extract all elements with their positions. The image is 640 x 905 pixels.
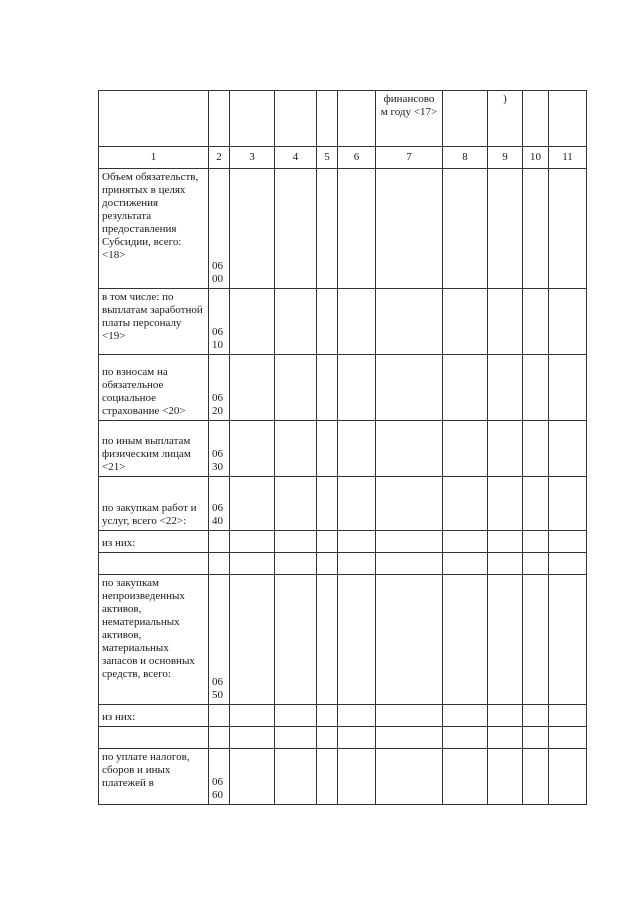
value-cell [549, 727, 587, 749]
value-cell [488, 289, 523, 355]
header-cell-6 [338, 91, 376, 147]
value-cell [443, 749, 488, 805]
value-cell [549, 355, 587, 421]
value-cell [376, 421, 443, 477]
value-cell [230, 289, 275, 355]
value-cell [523, 477, 549, 531]
table-row [99, 421, 587, 477]
value-cell [338, 531, 376, 553]
value-cell [230, 749, 275, 805]
value-cell [488, 575, 523, 705]
header-cell-11 [549, 91, 587, 147]
column-number: 1 [99, 147, 209, 169]
value-cell [230, 575, 275, 705]
value-cell [523, 553, 549, 575]
value-cell [549, 477, 587, 531]
value-cell [549, 553, 587, 575]
header-row [99, 91, 587, 147]
header-cell-8 [443, 91, 488, 147]
value-cell [338, 289, 376, 355]
value-cell [317, 553, 338, 575]
table-row [99, 705, 587, 727]
value-cell [338, 705, 376, 727]
value-cell [523, 705, 549, 727]
header-cell-4 [275, 91, 317, 147]
value-cell [488, 477, 523, 531]
header-cell-1 [99, 91, 209, 147]
value-cell [338, 355, 376, 421]
value-cell [523, 169, 549, 289]
value-cell [488, 421, 523, 477]
header-cell-2 [209, 91, 230, 147]
value-cell [230, 355, 275, 421]
row-code [209, 705, 230, 727]
row-code-bottom: 20 [212, 405, 223, 417]
row-code-top: 06 [212, 392, 223, 404]
value-cell [275, 531, 317, 553]
obligations-table [98, 90, 587, 805]
row-code-bottom: 10 [212, 339, 223, 351]
row-code [209, 727, 230, 749]
value-cell [376, 727, 443, 749]
column-number: 5 [317, 147, 338, 169]
value-cell [443, 169, 488, 289]
column-number: 11 [549, 147, 587, 169]
value-cell [488, 727, 523, 749]
value-cell [523, 749, 549, 805]
row-code-bottom: 60 [212, 789, 223, 801]
header-cell-9: ) [488, 91, 523, 147]
table-row [99, 289, 587, 355]
row-code [209, 477, 230, 531]
value-cell [275, 727, 317, 749]
value-cell [230, 421, 275, 477]
row-code-top: 06 [212, 260, 223, 272]
value-cell [317, 477, 338, 531]
table-row [99, 575, 587, 705]
value-cell [275, 169, 317, 289]
header-cell-10 [523, 91, 549, 147]
table-body [99, 169, 587, 805]
value-cell [443, 355, 488, 421]
value-cell [488, 553, 523, 575]
value-cell [488, 169, 523, 289]
row-label: по уплате налогов, сборов и иных платежей в [99, 749, 209, 805]
column-number: 10 [523, 147, 549, 169]
row-label: в том числе: по выплатам заработной платы персоналу <19> [99, 289, 209, 355]
column-number: 2 [209, 147, 230, 169]
value-cell [376, 575, 443, 705]
value-cell [317, 289, 338, 355]
row-label: из них: [99, 705, 209, 727]
value-cell [338, 727, 376, 749]
column-number: 7 [376, 147, 443, 169]
column-number: 8 [443, 147, 488, 169]
row-code [209, 355, 230, 421]
table-row [99, 477, 587, 531]
value-cell [275, 575, 317, 705]
table-row [99, 355, 587, 421]
row-code [209, 553, 230, 575]
value-cell [230, 553, 275, 575]
value-cell [376, 531, 443, 553]
value-cell [523, 575, 549, 705]
value-cell [317, 727, 338, 749]
value-cell [317, 421, 338, 477]
row-code-top: 06 [212, 502, 223, 514]
table-row [99, 553, 587, 575]
value-cell [443, 553, 488, 575]
value-cell [376, 553, 443, 575]
value-cell [488, 355, 523, 421]
value-cell [443, 575, 488, 705]
value-cell [338, 477, 376, 531]
value-cell [376, 477, 443, 531]
value-cell [230, 531, 275, 553]
row-code-bottom: 00 [212, 273, 223, 285]
value-cell [317, 531, 338, 553]
value-cell [275, 553, 317, 575]
value-cell [443, 531, 488, 553]
value-cell [275, 705, 317, 727]
value-cell [275, 289, 317, 355]
header-cell-3 [230, 91, 275, 147]
value-cell [376, 169, 443, 289]
row-code-top: 06 [212, 326, 223, 338]
value-cell [443, 477, 488, 531]
value-cell [443, 727, 488, 749]
column-number: 6 [338, 147, 376, 169]
row-label: Объем обязательств, принятых в целях достижения результата предоставления Субсидии, всего: <18> [99, 169, 209, 289]
row-code-top: 06 [212, 776, 223, 788]
value-cell [488, 749, 523, 805]
value-cell [443, 705, 488, 727]
table-row [99, 727, 587, 749]
value-cell [338, 749, 376, 805]
value-cell [376, 355, 443, 421]
value-cell [338, 575, 376, 705]
column-number: 9 [488, 147, 523, 169]
value-cell [317, 575, 338, 705]
table-row [99, 749, 587, 805]
header-cell-5 [317, 91, 338, 147]
value-cell [549, 575, 587, 705]
row-label: по закупкам непроизведенных активов, нематериальных активов, материальных запасов и основных средств, всего: [99, 575, 209, 705]
value-cell [317, 355, 338, 421]
row-label: по взносам на обязательное социальное страхование <20> [99, 355, 209, 421]
row-label: по закупкам работ и услуг, всего <22>: [99, 477, 209, 531]
row-code-bottom: 50 [212, 689, 223, 701]
value-cell [275, 421, 317, 477]
table-row [99, 169, 587, 289]
value-cell [523, 289, 549, 355]
row-code [209, 289, 230, 355]
row-label: из них: [99, 531, 209, 553]
row-code [209, 749, 230, 805]
table-row [99, 531, 587, 553]
value-cell [549, 169, 587, 289]
value-cell [549, 421, 587, 477]
value-cell [488, 705, 523, 727]
value-cell [376, 749, 443, 805]
value-cell [523, 727, 549, 749]
value-cell [443, 421, 488, 477]
value-cell [275, 477, 317, 531]
row-code [209, 421, 230, 477]
value-cell [549, 749, 587, 805]
value-cell [523, 531, 549, 553]
value-cell [549, 705, 587, 727]
value-cell [488, 531, 523, 553]
row-label: по иным выплатам физическим лицам <21> [99, 421, 209, 477]
value-cell [549, 531, 587, 553]
value-cell [317, 169, 338, 289]
value-cell [549, 289, 587, 355]
value-cell [317, 749, 338, 805]
row-code-top: 06 [212, 448, 223, 460]
row-code [209, 575, 230, 705]
column-number: 3 [230, 147, 275, 169]
value-cell [523, 421, 549, 477]
value-cell [443, 289, 488, 355]
value-cell [523, 355, 549, 421]
value-cell [338, 553, 376, 575]
value-cell [317, 705, 338, 727]
row-code [209, 169, 230, 289]
row-code-bottom: 30 [212, 461, 223, 473]
value-cell [230, 169, 275, 289]
header-cell-7: финансово м году <17> [376, 91, 443, 147]
value-cell [230, 727, 275, 749]
value-cell [230, 477, 275, 531]
value-cell [230, 705, 275, 727]
value-cell [275, 355, 317, 421]
row-code [209, 531, 230, 553]
value-cell [275, 749, 317, 805]
value-cell [376, 705, 443, 727]
row-code-top: 06 [212, 676, 223, 688]
row-code-bottom: 40 [212, 515, 223, 527]
column-number-row [99, 147, 587, 169]
column-number: 4 [275, 147, 317, 169]
value-cell [338, 169, 376, 289]
value-cell [376, 289, 443, 355]
row-label [99, 727, 209, 749]
row-label [99, 553, 209, 575]
value-cell [338, 421, 376, 477]
